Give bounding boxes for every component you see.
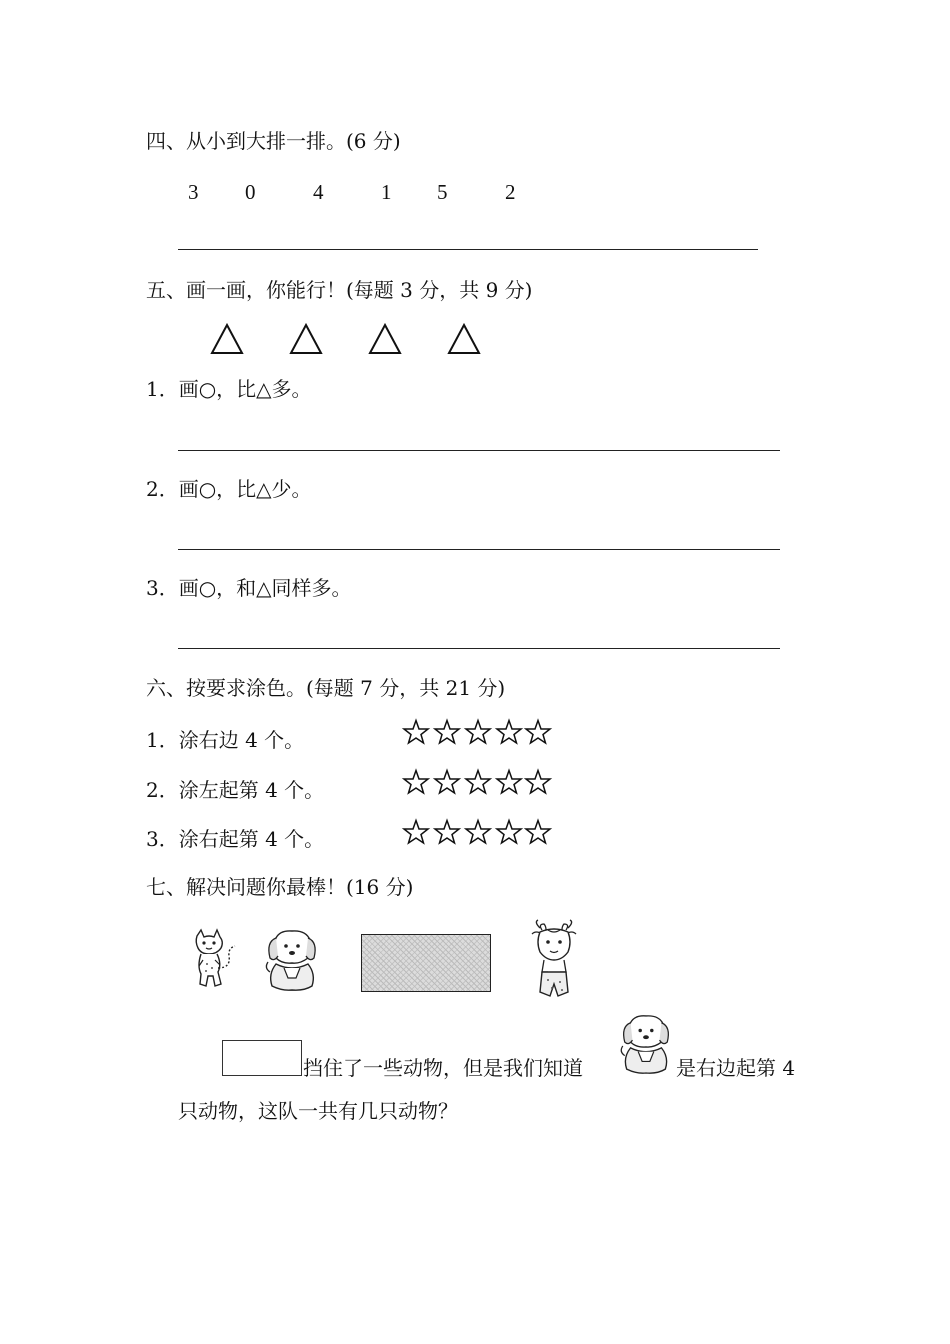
answer-line[interactable]	[178, 549, 780, 550]
star-icon[interactable]	[496, 769, 522, 795]
answer-line[interactable]	[178, 648, 780, 649]
star-row	[403, 819, 553, 849]
star-icon[interactable]	[403, 769, 429, 795]
hidden-animals-box	[361, 934, 491, 992]
star-icon[interactable]	[496, 719, 522, 745]
number-item: 1	[381, 180, 392, 204]
star-row	[403, 769, 553, 799]
star-icon[interactable]	[403, 819, 429, 845]
star-icon[interactable]	[403, 719, 429, 745]
answer-line[interactable]	[178, 249, 758, 250]
section-6-item-2: 2．涂左起第 4 个。	[146, 778, 325, 802]
star-icon[interactable]	[465, 769, 491, 795]
section-4-heading: 四、从小到大排一排。(6 分)	[146, 129, 401, 153]
section-6-item-1: 1．涂右边 4 个。	[146, 728, 305, 752]
section-5-item-1: 1．画○，比△多。	[146, 377, 312, 401]
star-icon[interactable]	[434, 769, 460, 795]
star-icon[interactable]	[465, 819, 491, 845]
number-item: 3	[188, 180, 199, 204]
triangle-icon	[368, 323, 402, 355]
number-item: 2	[505, 180, 516, 204]
puppy-icon	[617, 1012, 675, 1076]
triangle-icon	[447, 323, 481, 355]
star-icon[interactable]	[434, 819, 460, 845]
section-6-heading: 六、按要求涂色。(每题 7 分，共 21 分)	[146, 676, 506, 700]
problem-text-part-1: 挡住了一些动物，但是我们知道	[303, 1056, 583, 1080]
section-5-item-3: 3．画○，和△同样多。	[146, 576, 352, 600]
cat-illustration	[187, 928, 239, 992]
section-6-item-3: 3．涂右起第 4 个。	[146, 827, 325, 851]
number-item: 4	[313, 180, 324, 204]
puppy-illustration	[262, 928, 322, 992]
number-item: 0	[245, 180, 256, 204]
answer-line[interactable]	[178, 450, 780, 451]
star-icon[interactable]	[465, 719, 491, 745]
section-5-heading: 五、画一画，你能行！(每题 3 分，共 9 分)	[146, 278, 533, 302]
star-icon[interactable]	[525, 769, 551, 795]
star-icon[interactable]	[525, 719, 551, 745]
triangle-icon	[210, 323, 244, 355]
star-icon[interactable]	[434, 719, 460, 745]
star-row	[403, 719, 553, 749]
number-item: 5	[437, 180, 448, 204]
problem-text-line-2: 只动物，这队一共有几只动物？	[178, 1099, 458, 1123]
goat-illustration	[526, 920, 582, 1000]
triangle-icon	[289, 323, 323, 355]
hidden-box-icon	[222, 1040, 302, 1076]
star-icon[interactable]	[525, 819, 551, 845]
section-5-item-2: 2．画○，比△少。	[146, 477, 312, 501]
star-icon[interactable]	[496, 819, 522, 845]
section-7-heading: 七、解决问题你最棒！(16 分)	[146, 875, 414, 899]
problem-text-part-2: 是右边起第 4	[676, 1056, 796, 1080]
